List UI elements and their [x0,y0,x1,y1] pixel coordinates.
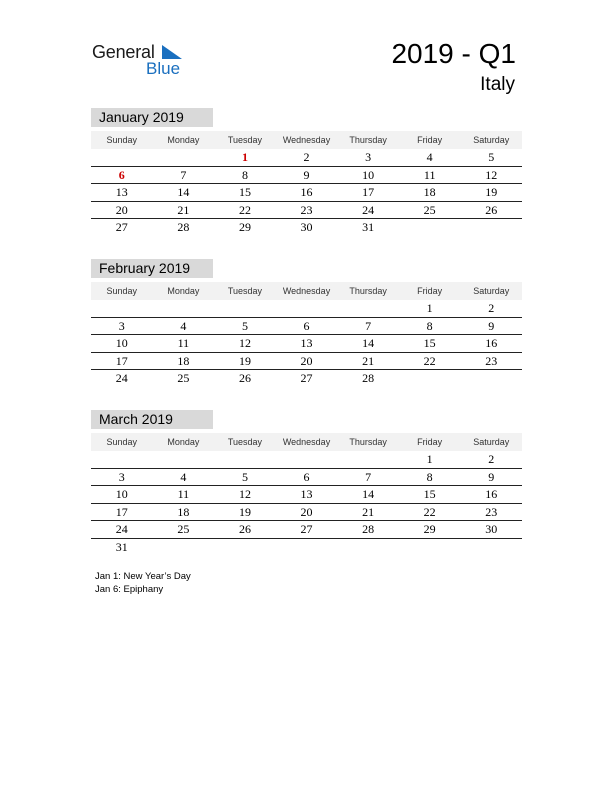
day-cell: 19 [238,353,251,368]
day-cell: 28 [362,522,375,536]
week-row [91,202,522,220]
day-cell: 12 [238,336,251,350]
day-cell: 7 [180,167,187,182]
day-cell: 14 [362,336,375,350]
day-cell [399,370,461,387]
day-cell: 17 [115,504,128,519]
day-cell: 30 [485,522,498,536]
day-cell: 24 [362,202,375,217]
day-cell [153,451,215,468]
day-cell [460,539,522,556]
day-cell: 5 [488,150,495,164]
day-cell: 16 [300,185,313,199]
day-cell: 22 [423,504,436,519]
day-cell: 9 [303,167,310,182]
day-cell: 9 [488,318,495,333]
weekday-header-row [91,282,522,300]
week-row [91,300,522,318]
calendar-grid [91,433,522,555]
weekday-header-row [91,433,522,451]
day-cell: 9 [488,469,495,484]
page-title: 2019 - Q1 [391,38,516,69]
day-cell [214,300,276,317]
day-cell: 28 [177,220,190,234]
month-january [91,108,522,236]
week-row [91,469,522,487]
day-cell: 8 [241,167,248,182]
day-cell: 22 [423,353,436,368]
day-cell: 27 [300,371,313,385]
day-cell: 6 [303,469,310,484]
day-cell: 8 [426,318,433,333]
day-cell: 13 [300,487,313,501]
holiday-list [95,570,191,596]
day-cell [399,539,461,556]
country-label: Italy [480,74,515,95]
day-cell: 16 [485,336,498,350]
day-cell [337,451,399,468]
day-cell [153,539,215,556]
month-march [91,410,522,555]
day-cell: 4 [180,469,187,484]
day-cell [91,300,153,317]
weekday-label: Friday [417,135,443,145]
weekday-label: Thursday [349,135,387,145]
day-cell: 25 [177,522,190,536]
day-cell: 5 [241,318,248,333]
day-cell: 5 [241,469,248,484]
day-cell: 31 [362,220,375,234]
logo-triangle-icon [162,45,182,59]
holiday-item: Jan 1: New Year’s Day [95,571,191,582]
weekday-label: Tuesday [227,437,263,447]
weekday-label: Wednesday [282,286,331,296]
weekday-label: Friday [417,286,443,296]
logo-text-general: General [92,42,155,62]
day-cell: 13 [115,185,128,199]
day-cell: 21 [362,504,375,519]
weekday-label: Saturday [473,286,510,296]
day-cell: 21 [177,202,190,217]
week-row [91,318,522,336]
week-row [91,167,522,185]
day-cell: 26 [238,371,251,385]
day-cell [153,149,215,166]
month-february [91,259,522,387]
month-header: March 2019 [91,410,213,429]
day-cell: 11 [423,167,436,182]
day-cell [214,539,276,556]
weekday-label: Sunday [106,437,138,447]
week-row [91,370,522,387]
day-cell: 7 [365,469,372,484]
day-cell: 12 [238,487,251,501]
day-cell: 6 [118,167,125,182]
day-cell: 17 [362,185,375,199]
week-row [91,335,522,353]
week-row [91,539,522,556]
week-row [91,504,522,522]
day-cell: 14 [177,185,190,199]
day-cell: 26 [485,202,498,217]
calendar-grid [91,131,522,236]
day-cell [460,219,522,236]
day-cell: 21 [362,353,375,368]
month-header: January 2019 [91,108,213,127]
day-cell [91,451,153,468]
day-cell: 29 [238,220,251,234]
day-cell: 3 [118,318,125,333]
day-cell: 23 [300,202,313,217]
weekday-label: Friday [417,437,443,447]
day-cell: 11 [177,336,190,350]
day-cell: 1 [426,452,433,466]
day-cell [214,451,276,468]
day-cell: 2 [488,452,495,466]
day-cell: 28 [362,371,375,385]
day-cell: 10 [115,336,128,350]
day-cell [276,539,338,556]
weekday-label: Tuesday [227,286,263,296]
day-cell: 1 [241,150,248,164]
day-cell: 14 [362,487,375,501]
day-cell: 27 [300,522,313,536]
week-row [91,486,522,504]
day-cell: 15 [423,336,436,350]
day-cell: 3 [365,150,372,164]
weekday-label: Saturday [473,135,510,145]
weekday-header-row [91,131,522,149]
day-cell [91,149,153,166]
week-row [91,521,522,539]
weekday-label: Sunday [106,135,138,145]
day-cell: 20 [300,353,313,368]
weekday-label: Wednesday [282,437,331,447]
week-row [91,353,522,371]
generalblue-logo [92,42,192,82]
day-cell: 18 [423,185,436,199]
day-cell: 27 [115,220,128,234]
weekday-label: Monday [167,286,200,296]
day-cell: 6 [303,318,310,333]
day-cell [460,370,522,387]
day-cell: 10 [115,487,128,501]
day-cell: 23 [485,353,498,368]
weekday-label: Sunday [106,286,138,296]
day-cell: 31 [115,539,128,554]
day-cell: 16 [485,487,498,501]
weekday-label: Saturday [473,437,510,447]
weekday-label: Monday [167,437,200,447]
weekday-label: Thursday [349,437,387,447]
day-cell [337,300,399,317]
day-cell [153,300,215,317]
calendar-grid [91,282,522,387]
day-cell [276,300,338,317]
day-cell: 13 [300,336,313,350]
week-row [91,219,522,236]
weekday-label: Monday [167,135,200,145]
week-row [91,184,522,202]
day-cell: 8 [426,469,433,484]
day-cell: 26 [238,522,251,536]
day-cell: 7 [365,318,372,333]
day-cell: 19 [238,504,251,519]
day-cell: 2 [303,150,310,164]
day-cell: 29 [423,522,436,536]
logo-text-blue: Blue [146,59,181,78]
day-cell: 30 [300,220,313,234]
day-cell: 2 [488,301,495,315]
week-row [91,149,522,167]
weekday-label: Tuesday [227,135,263,145]
weekday-label: Thursday [349,286,387,296]
day-cell: 15 [238,185,251,199]
holiday-item: Jan 6: Epiphany [95,584,164,595]
day-cell: 18 [177,353,190,368]
day-cell [399,219,461,236]
day-cell: 25 [423,202,436,217]
month-header: February 2019 [91,259,213,278]
day-cell: 24 [115,522,128,536]
day-cell: 4 [426,150,433,164]
day-cell: 1 [426,301,433,315]
day-cell: 3 [118,469,125,484]
day-cell: 4 [180,318,187,333]
weekday-label: Wednesday [282,135,331,145]
day-cell: 19 [485,185,498,199]
day-cell: 20 [300,504,313,519]
day-cell: 11 [177,487,190,501]
day-cell: 17 [115,353,128,368]
day-cell: 22 [238,202,251,217]
day-cell: 18 [177,504,190,519]
day-cell: 20 [115,202,128,217]
day-cell: 23 [485,504,498,519]
day-cell: 24 [115,371,128,385]
day-cell [276,451,338,468]
day-cell: 25 [177,371,190,385]
day-cell: 10 [362,167,375,182]
week-row [91,451,522,469]
day-cell: 15 [423,487,436,501]
day-cell [337,539,399,556]
day-cell: 12 [485,167,498,182]
